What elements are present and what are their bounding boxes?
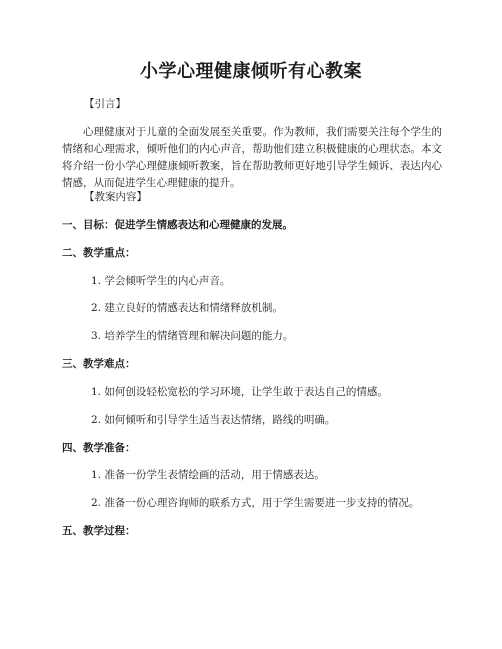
content-heading: 【教案内容】 [84, 191, 147, 203]
section-heading-goal: 一、目标：促进学生情感表达和心理健康的发展。 [62, 219, 293, 231]
list-item: 1. 学会倾听学生的内心声音。 [91, 275, 231, 287]
intro-heading: 【引言】 [84, 98, 126, 110]
list-item: 2. 如何倾听和引导学生适当表达情绪，路线的明确。 [91, 414, 336, 426]
intro-paragraph: 心理健康对于儿童的全面发展至关重要。作为教师，我们需要关注每个学生的情绪和心理需求，倾听他们的内心声音，帮助他们建立积极健康的心理状态。本文将介绍一份小学心理健康倾听教案，旨在帮助教师更好地引导学生倾诉、表达内心情感，从而促进学生心理健康的提升。 [62, 126, 442, 189]
section-heading-difficulties: 三、教学难点： [62, 358, 136, 370]
list-item: 2. 建立良好的情感表达和情绪释放机制。 [91, 302, 283, 314]
list-item: 3. 培养学生的情绪管理和解决问题的能力。 [91, 330, 294, 342]
list-item: 1. 如何创设轻松宽松的学习环境，让学生敢于表达自己的情感。 [91, 386, 388, 398]
section-heading-preparation: 四、教学准备： [62, 442, 136, 454]
section-heading-key-points: 二、教学重点： [62, 247, 136, 259]
list-item: 2. 准备一份心理咨询师的联系方式，用于学生需要进一步支持的情况。 [91, 497, 420, 509]
document-title: 小学心理健康倾听有心教案 [140, 61, 362, 82]
list-item: 1. 准备一份学生表情绘画的活动，用于情感表达。 [91, 469, 325, 481]
section-heading-process: 五、教学过程： [62, 525, 136, 537]
